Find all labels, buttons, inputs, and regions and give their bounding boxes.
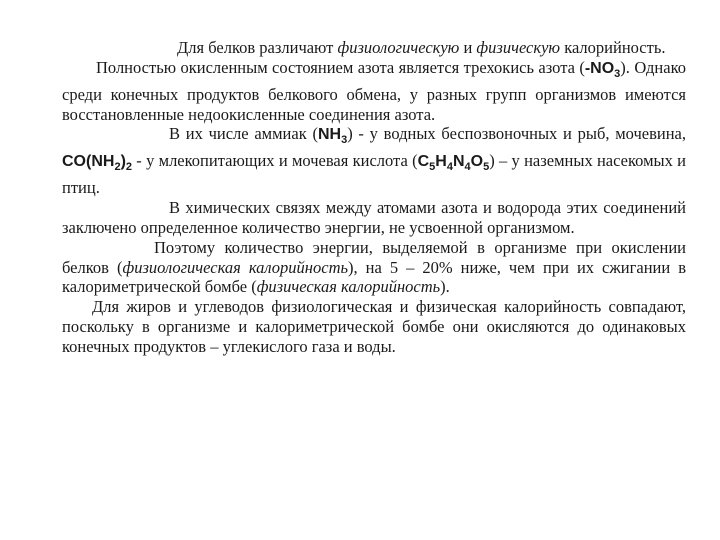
text-run: ), на 5 – 20% ниже, чем при их сжигании в калориметрической бомбе (	[62, 257, 686, 297]
paragraph-nitrogen-oxidation	[62, 58, 686, 125]
formula-text: H	[435, 153, 447, 171]
formula-text: O	[470, 153, 484, 171]
italic-term: физиологическую	[337, 38, 460, 57]
formula-subscript: 5	[483, 161, 490, 174]
formula-subscript: 2	[114, 161, 121, 174]
text-run: ).	[440, 277, 450, 297]
italic-term: физическую	[476, 38, 561, 57]
formula-subscript: 3	[341, 134, 348, 147]
formula-text: )	[120, 153, 126, 171]
formula-text: NH	[317, 126, 342, 144]
text-run: Для белков различают	[177, 38, 338, 57]
paragraph-energy-difference	[62, 238, 686, 297]
paragraph-nitrogen-compounds	[62, 124, 686, 198]
text-run: В их числе аммиак (	[169, 124, 318, 144]
chemical-formula-no3	[584, 59, 621, 80]
document-body	[62, 38, 686, 357]
formula-text: CO(NH	[62, 153, 115, 171]
chemical-formula-urea	[62, 153, 133, 174]
formula-subscript: 5	[429, 161, 436, 174]
formula-text: N	[452, 153, 465, 171]
text-run: и	[459, 38, 477, 57]
formula-subscript: 4	[464, 161, 471, 174]
italic-term: физическая калорийность	[256, 277, 441, 297]
formula-subscript: 4	[446, 161, 453, 174]
text-run: - у млекопитающих и мочевая кислота (	[132, 151, 418, 171]
text-run: ) - у водных беспозвоночных и рыб, мочевина,	[347, 124, 687, 144]
paragraph-fats-carbohydrates: Для жиров и углеводов физиологическая и физическая калорийность совпадают, поскольку в организме и калориметрической бомбе они окисляются до одинаковых конечных продуктов – углекислого газа и воды.	[62, 297, 686, 356]
text-run: Поэтому количество энергии, выделяемой в организме при окислении белков (	[62, 237, 686, 277]
formula-text: -NO	[584, 59, 615, 77]
paragraph-chemical-bonds: В химических связях между атомами азота и водорода этих соединений заключено определенное количество энергии, не усвоенной организмом.	[62, 198, 686, 237]
italic-term: физиологическая калорийность	[122, 257, 348, 277]
formula-subscript: 2	[125, 161, 133, 174]
chemical-formula-nh3	[317, 126, 348, 147]
text-run: калорийность.	[560, 38, 666, 57]
formula-subscript: 3	[614, 67, 621, 80]
text-run: ) – у наземных насекомых и птиц.	[62, 151, 686, 198]
chemical-formula-uric-acid	[417, 153, 490, 174]
formula-text: C	[417, 153, 430, 171]
text-run: ). Однако среди конечных продуктов белкового обмена, у разных групп организмов имеются восстановленные недоокисленные соединения азота.	[62, 57, 687, 124]
text-run: Полностью окисленным состоянием азота является трехокись азота (	[96, 57, 585, 77]
paragraph-calorific-types	[62, 38, 686, 58]
